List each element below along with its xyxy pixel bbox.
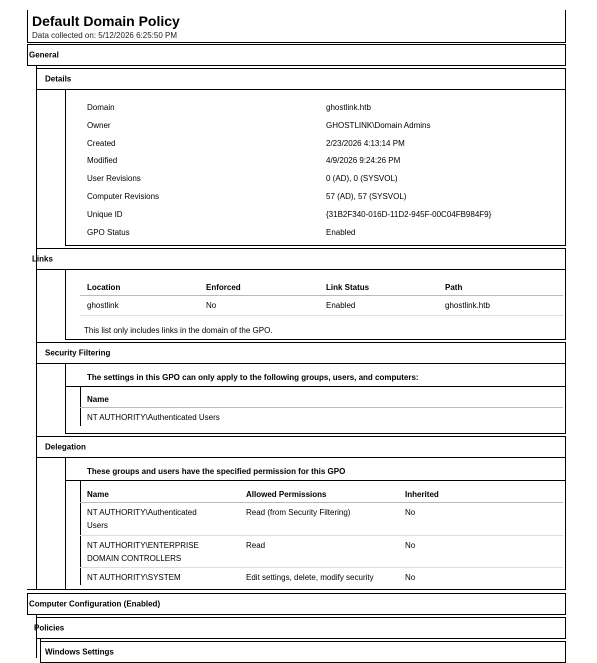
- page-title: Default Domain Policy: [32, 13, 180, 29]
- details-label: Computer Revisions: [87, 192, 160, 201]
- details-value: Enabled: [326, 228, 356, 237]
- details-value: 2/23/2026 4:13:14 PM: [326, 139, 405, 148]
- section-header-computer-configuration[interactable]: [27, 593, 566, 615]
- section-header-details[interactable]: [36, 68, 566, 90]
- details-value: {31B2F340-016D-11D2-945F-00C04FB984F9}: [326, 210, 492, 219]
- delegation-cell-permission: Read: [246, 541, 266, 550]
- delegation-cell-name-continued: DOMAIN CONTROLLERS: [87, 554, 182, 563]
- section-header-policies[interactable]: [36, 617, 566, 639]
- links-cell-path: ghostlink.htb: [445, 301, 490, 310]
- delegation-row-separator: [80, 535, 563, 536]
- details-value: GHOSTLINK\Domain Admins: [326, 121, 431, 130]
- delegation-col-name: Name: [87, 490, 109, 499]
- links-col-path: Path: [445, 283, 463, 292]
- delegation-indent-rule: [65, 458, 66, 590]
- details-value: 57 (AD), 57 (SYSVOL): [326, 192, 407, 201]
- section-header-general[interactable]: [27, 44, 566, 66]
- security-row-name: NT AUTHORITY\Authenticated Users: [87, 413, 220, 422]
- general-bottom-border: [27, 589, 566, 590]
- links-right-border: [565, 270, 566, 340]
- details-label: Created: [87, 139, 116, 148]
- links-col-location: Location: [87, 283, 121, 292]
- links-cell-link-status: Enabled: [326, 301, 356, 310]
- section-header-security-filtering[interactable]: [36, 342, 566, 364]
- delegation-cell-name: NT AUTHORITY\ENTERPRISE: [87, 541, 199, 550]
- links-note: This list only includes links in the domain of the GPO.: [84, 326, 273, 335]
- delegation-col-permissions: Allowed Permissions: [246, 490, 327, 499]
- delegation-cell-name: NT AUTHORITY\Authenticated: [87, 508, 197, 517]
- security-indent-rule: [65, 364, 66, 434]
- section-header-windows-settings[interactable]: [40, 641, 566, 663]
- delegation-intro-underline: [65, 480, 566, 481]
- section-title-links: Links: [32, 254, 53, 264]
- security-right-border: [565, 364, 566, 434]
- delegation-intro: These groups and users have the specified permission for this GPO: [87, 467, 346, 476]
- section-title-security-filtering: Security Filtering: [45, 348, 111, 358]
- section-title-details: Details: [45, 74, 72, 84]
- security-bottom-border: [65, 433, 566, 434]
- general-indent-rule: [36, 66, 37, 589]
- security-header-separator: [80, 407, 563, 408]
- links-cell-location: ghostlink: [87, 301, 119, 310]
- details-label: Modified: [87, 156, 118, 165]
- security-intro-underline: [65, 386, 566, 387]
- title-underline: [27, 42, 565, 43]
- data-collected-text: Data collected on: 5/12/2026 6:25:50 PM: [32, 31, 177, 40]
- details-label: GPO Status: [87, 228, 130, 237]
- links-cell-enforced: No: [206, 301, 217, 310]
- details-label: User Revisions: [87, 174, 141, 183]
- details-label: Owner: [87, 121, 111, 130]
- links-row-separator: [80, 315, 563, 316]
- details-value: 4/9/2026 9:24:26 PM: [326, 156, 401, 165]
- section-title-policies: Policies: [34, 623, 65, 633]
- delegation-row-separator: [80, 567, 563, 568]
- security-col-name: Name: [87, 395, 109, 404]
- security-subindent-rule: [80, 386, 81, 426]
- delegation-cell-name-continued: Users: [87, 521, 108, 530]
- delegation-header-separator: [80, 502, 563, 503]
- details-bottom-border: [65, 245, 566, 246]
- links-col-link-status: Link Status: [326, 283, 370, 292]
- title-left-border: [27, 10, 28, 43]
- delegation-cell-inherited: No: [405, 541, 416, 550]
- delegation-cell-inherited: No: [405, 573, 416, 582]
- delegation-cell-permission: Edit settings, delete, modify security: [246, 573, 374, 582]
- delegation-col-inherited: Inherited: [405, 490, 439, 499]
- section-title-computer-configuration: Computer Configuration (Enabled): [29, 599, 161, 609]
- delegation-cell-permission: Read (from Security Filtering): [246, 508, 351, 517]
- section-title-general: General: [29, 50, 59, 60]
- details-label: Domain: [87, 103, 115, 112]
- section-header-links[interactable]: [32, 248, 566, 270]
- links-bottom-border: [65, 339, 566, 340]
- delegation-cell-name: NT AUTHORITY\SYSTEM: [87, 573, 181, 582]
- details-value: 0 (AD), 0 (SYSVOL): [326, 174, 398, 183]
- delegation-cell-inherited: No: [405, 508, 416, 517]
- details-right-border: [565, 90, 566, 246]
- links-header-separator: [80, 295, 563, 296]
- links-indent-rule: [65, 270, 66, 340]
- section-header-delegation[interactable]: [36, 436, 566, 458]
- details-label: Unique ID: [87, 210, 123, 219]
- details-indent-rule: [65, 90, 66, 246]
- section-title-windows-settings: Windows Settings: [45, 647, 114, 657]
- delegation-right-border: [565, 458, 566, 590]
- details-value: ghostlink.htb: [326, 103, 371, 112]
- section-title-delegation: Delegation: [45, 442, 86, 452]
- delegation-subindent-rule: [80, 480, 81, 585]
- links-col-enforced: Enforced: [206, 283, 241, 292]
- security-intro: The settings in this GPO can only apply to the following groups, users, and computers:: [87, 373, 419, 382]
- title-right-border: [565, 10, 566, 43]
